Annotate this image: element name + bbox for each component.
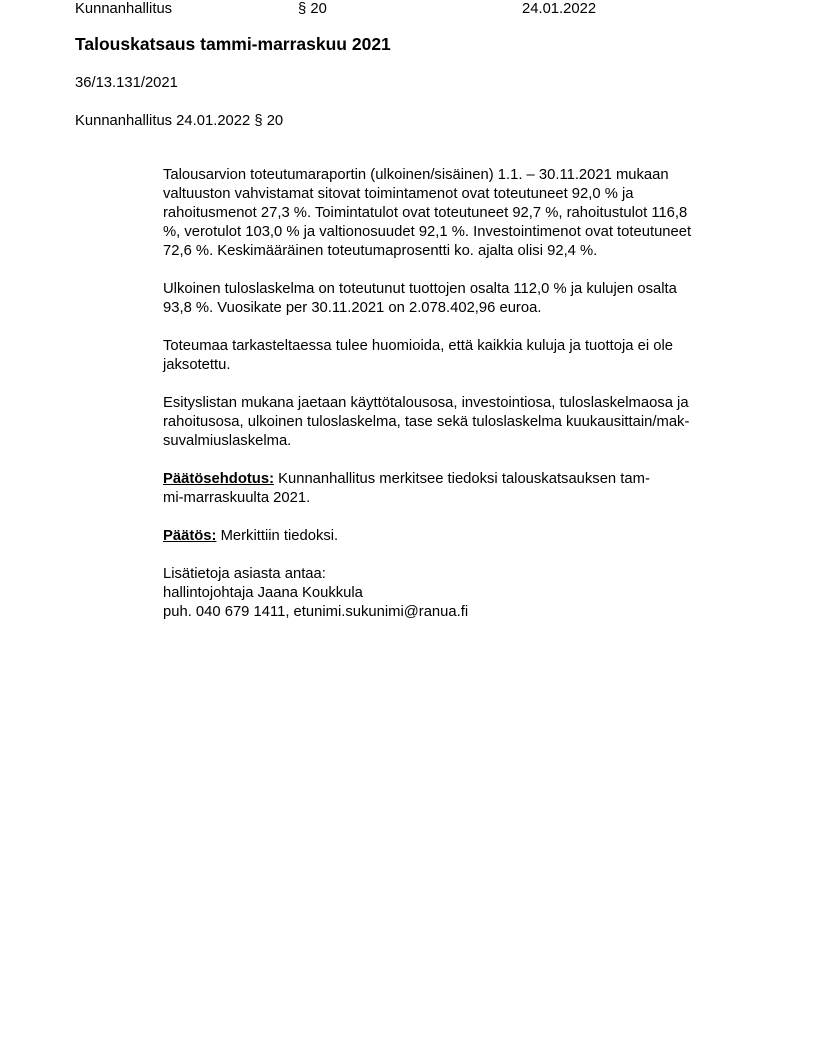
decision-label: Päätös: bbox=[163, 528, 217, 544]
header-date: 24.01.2022 bbox=[522, 1, 597, 17]
paragraph-income-statement bbox=[163, 280, 803, 318]
header-section-mark: § 20 bbox=[298, 1, 327, 17]
text-line bbox=[163, 527, 803, 546]
text-line: mi-marraskuulta 2021. bbox=[163, 490, 311, 506]
text-line: 93,8 %. Vuosikate per 30.11.2021 on 2.078.402,96 euroa. bbox=[163, 300, 542, 316]
text-line: Esityslistan mukana jaetaan käyttötalousosa, investointiosa, tuloslaskelmaosa ja bbox=[163, 395, 689, 411]
paragraph-decision-proposal bbox=[163, 470, 803, 508]
text-line bbox=[163, 470, 803, 489]
decision-proposal-label: Päätösehdotus: bbox=[163, 471, 274, 487]
text-line: Lisätietoja asiasta antaa: bbox=[163, 566, 326, 582]
text-line: %, verotulot 103,0 % ja valtionosuudet 92,1 %. Investointimenot ovat toteutuneet bbox=[163, 224, 692, 240]
document-body bbox=[163, 166, 803, 641]
header-organization: Kunnanhallitus bbox=[75, 1, 173, 17]
text-line: 72,6 %. Keskimääräinen toteutumaprosentti ko. ajalta olisi 92,4 %. bbox=[163, 243, 598, 259]
text-line: Ulkoinen tuloslaskelma on toteutunut tuottojen osalta 112,0 % ja kulujen osalta bbox=[163, 281, 677, 297]
text-line: Toteumaa tarkasteltaessa tulee huomioida, että kaikkia kuluja ja tuottoja ei ole bbox=[163, 338, 673, 354]
paragraph-decision bbox=[163, 527, 803, 546]
text-line: rahoitusosa, ulkoinen tuloslaskelma, tase sekä tuloslaskelma kuukausittain/mak- bbox=[163, 414, 690, 430]
decision-text: Merkittiin tiedoksi. bbox=[216, 528, 339, 544]
paragraph-attachments bbox=[163, 394, 803, 451]
paragraph-accrual-note bbox=[163, 337, 803, 375]
text-line: suvalmiuslaskelma. bbox=[163, 433, 292, 449]
paragraph-budget-report bbox=[163, 166, 803, 261]
text-line: jaksotettu. bbox=[163, 357, 231, 373]
text-line: Talousarvion toteutumaraportin (ulkoinen/sisäinen) 1.1. – 30.11.2021 mukaan bbox=[163, 167, 669, 183]
paragraph-contact-info bbox=[163, 565, 803, 622]
decision-proposal-text: Kunnanhallitus merkitsee tiedoksi talouskatsauksen tam- bbox=[274, 471, 650, 487]
text-line: valtuuston vahvistamat sitovat toimintamenot ovat toteutuneet 92,0 % ja bbox=[163, 186, 634, 202]
page-title: Talouskatsaus tammi-marraskuu 2021 bbox=[75, 34, 391, 54]
text-line: rahoitusmenot 27,3 %. Toimintatulot ovat toteutuneet 92,7 %, rahoitustulot 116,8 bbox=[163, 205, 688, 221]
meeting-reference: Kunnanhallitus 24.01.2022 § 20 bbox=[75, 113, 284, 129]
text-line: puh. 040 679 1411, etunimi.sukunimi@ranua.fi bbox=[163, 604, 469, 620]
case-number: 36/13.131/2021 bbox=[75, 75, 178, 91]
text-line: hallintojohtaja Jaana Koukkula bbox=[163, 585, 363, 601]
